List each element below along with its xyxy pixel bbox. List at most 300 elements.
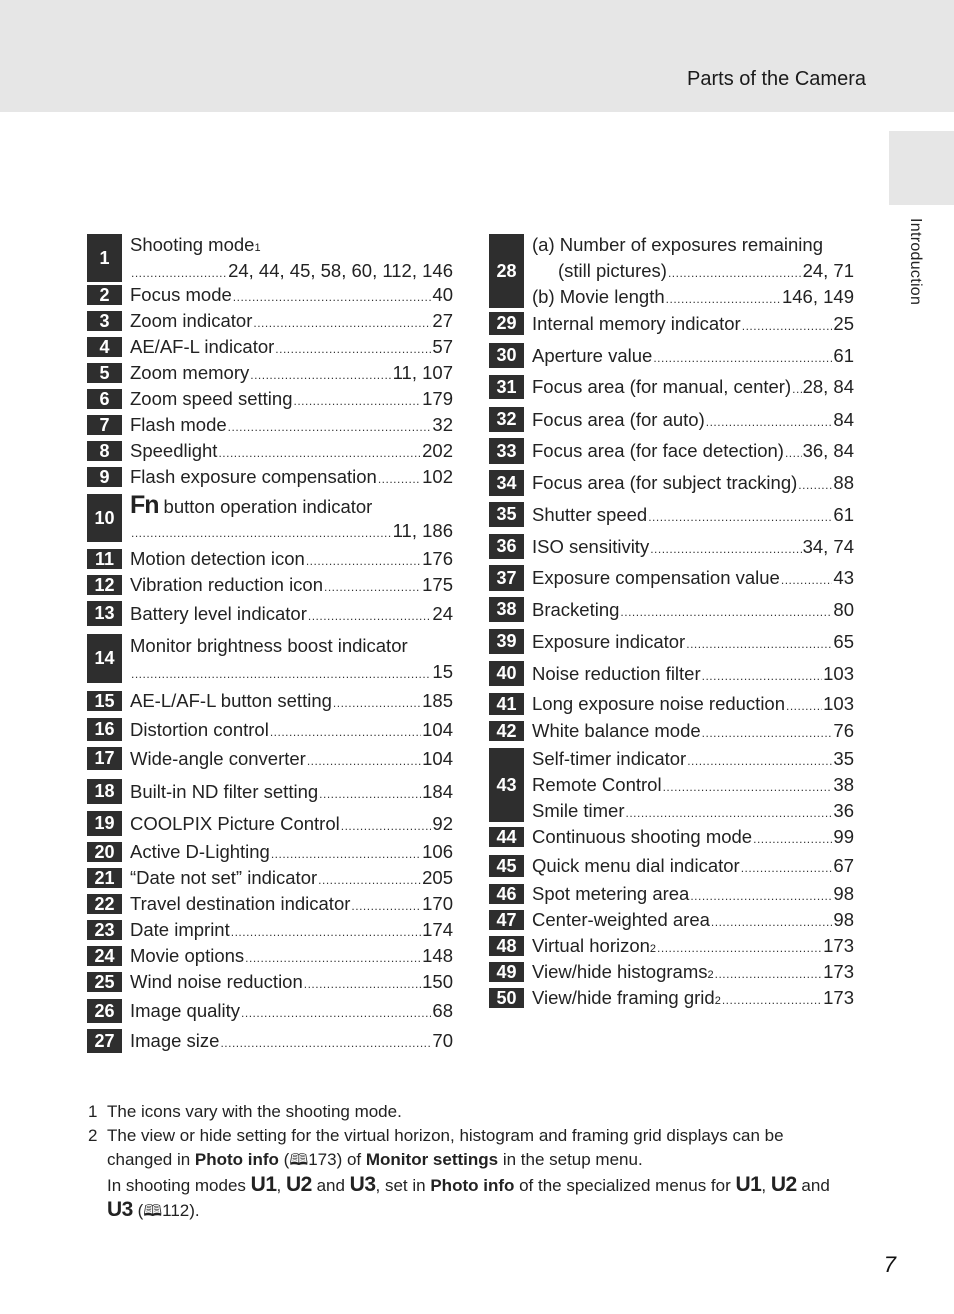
list-item <box>87 464 453 490</box>
item-body <box>130 1026 453 1056</box>
item-body <box>532 562 854 594</box>
item-line <box>130 601 453 627</box>
list-item <box>87 412 453 438</box>
item-body <box>130 491 453 545</box>
page-ref: 103 <box>823 693 854 714</box>
item-label: Virtual horizon <box>532 935 650 956</box>
list-item <box>489 690 854 718</box>
list-item <box>87 491 453 545</box>
page-ref: 61 <box>833 503 854 525</box>
item-line <box>130 917 453 943</box>
item-body <box>130 308 453 334</box>
list-item <box>489 435 854 467</box>
footnotes <box>88 1100 878 1224</box>
item-line <box>532 691 854 717</box>
item-line <box>532 407 854 433</box>
item-body <box>130 598 453 629</box>
item-label: Built-in ND filter setting <box>130 780 319 802</box>
item-line <box>130 546 453 572</box>
list-item <box>87 546 453 572</box>
item-line <box>130 779 453 805</box>
item-line <box>532 343 854 369</box>
item-label: Shutter speed <box>532 503 648 525</box>
item-number: 11 <box>87 549 122 569</box>
item-number: 26 <box>87 999 122 1023</box>
item-number: 30 <box>489 343 524 368</box>
side-tab <box>889 131 954 205</box>
item-body <box>130 572 453 598</box>
item-label: Flash mode <box>130 414 227 435</box>
dot-leader <box>319 781 421 807</box>
dot-leader <box>742 313 833 339</box>
mode-u1-icon: U1 <box>250 1173 277 1196</box>
side-tab-label: Introduction <box>907 218 924 306</box>
page-ref: 76 <box>833 720 854 741</box>
dot-leader <box>220 1030 431 1056</box>
footnote-text-part: In shooting modes <box>107 1176 251 1195</box>
dot-leader <box>702 663 822 689</box>
page-ref: 36 <box>833 800 854 821</box>
dot-leader <box>620 599 832 625</box>
item-number: 33 <box>489 438 524 464</box>
item-label: Focus mode <box>130 284 232 305</box>
dot-leader <box>706 409 833 435</box>
item-body <box>130 839 453 865</box>
item-line <box>130 308 453 334</box>
footnote-1 <box>88 1100 878 1124</box>
list-item <box>87 438 453 464</box>
footnote-line: The view or hide setting for the virtual horizon, histogram and framing grid displays can be <box>107 1126 784 1145</box>
dot-leader <box>798 472 832 498</box>
dot-leader <box>270 719 421 745</box>
item-number: 46 <box>489 884 524 904</box>
item-number: 34 <box>489 470 524 496</box>
page-ref: 88 <box>833 472 854 493</box>
list-item <box>87 688 453 714</box>
list-item <box>489 531 854 562</box>
dot-leader <box>241 1000 431 1026</box>
item-line: View/hide framing grid 2 ..... 173 <box>532 985 854 1011</box>
dot-leader <box>722 987 822 1013</box>
page-ref: 150 <box>422 971 453 992</box>
page-ref: 173 <box>823 961 854 982</box>
item-label: button operation indicator <box>163 496 373 517</box>
dot-leader <box>653 345 832 371</box>
list-item <box>87 308 453 334</box>
page-ref: 27 <box>432 310 453 331</box>
dot-leader <box>131 661 431 687</box>
dot-leader <box>657 935 822 961</box>
item-line <box>532 881 854 907</box>
item-line <box>130 633 453 659</box>
menu-item-photo-info: Photo info <box>194 1150 279 1169</box>
dot-leader <box>275 336 431 362</box>
item-number: 4 <box>87 337 122 357</box>
item-label: Continuous shooting mode <box>532 826 753 847</box>
item-label: Spot metering area <box>532 883 690 904</box>
item-line <box>532 565 854 591</box>
item-line <box>130 412 453 438</box>
item-body <box>532 881 854 907</box>
list-item <box>87 598 453 629</box>
item-line <box>532 374 854 400</box>
dot-leader <box>341 813 432 839</box>
item-body <box>130 386 453 412</box>
item-line <box>532 470 854 496</box>
menu-item-photo-info: Photo info <box>430 1176 515 1195</box>
dot-leader <box>650 536 801 562</box>
item-body <box>532 718 854 744</box>
item-body <box>130 865 453 891</box>
item-label: AE/AF-L indicator <box>130 336 275 357</box>
item-label: Focus area (for manual, center) <box>532 376 792 397</box>
mode-u3-icon: U3 <box>349 1173 376 1196</box>
dot-leader <box>324 574 421 600</box>
list-item <box>489 562 854 594</box>
item-number: 12 <box>87 575 122 595</box>
item-body <box>532 231 854 311</box>
item-label: Date imprint <box>130 919 230 940</box>
item-number: 1 <box>87 234 122 282</box>
list-item <box>87 996 453 1026</box>
item-number: 27 <box>87 1029 122 1053</box>
item-line <box>130 1028 453 1054</box>
item-body <box>130 688 453 714</box>
footnote-2 <box>88 1124 878 1224</box>
list-item <box>87 776 453 807</box>
page-ref: 173 <box>823 987 854 1008</box>
item-number: 10 <box>87 494 122 542</box>
page-ref: 24, 44, 45, 58, 60, 112, 146 <box>228 260 453 281</box>
item-body <box>130 231 453 285</box>
item-line <box>532 824 854 850</box>
dot-leader <box>753 826 832 852</box>
page-ref: 98 <box>833 883 854 904</box>
page-ref: 202 <box>422 440 453 461</box>
footnote-text-part: , set in <box>375 1176 431 1195</box>
section-title: Parts of the Camera <box>687 68 866 90</box>
item-body <box>130 917 453 943</box>
item-body <box>130 744 453 773</box>
page-ref: 70 <box>432 1030 453 1051</box>
item-body <box>130 360 453 386</box>
dot-leader <box>228 414 432 440</box>
page-ref: 61 <box>833 344 854 366</box>
item-label: Exposure compensation value <box>532 567 780 588</box>
footnote-text-part: and <box>316 1176 345 1195</box>
item-number: 14 <box>87 634 122 683</box>
item-label: Smile timer <box>532 800 625 821</box>
item-label: Long exposure noise reduction <box>532 693 786 714</box>
item-body <box>130 412 453 438</box>
item-body <box>532 959 854 985</box>
item-number: 13 <box>87 601 122 626</box>
list-item <box>489 745 854 825</box>
dot-leader <box>668 260 802 286</box>
item-number: 21 <box>87 868 122 888</box>
dot-leader <box>318 867 421 893</box>
list-item <box>489 907 854 933</box>
item-label: Internal memory indicator <box>532 312 741 334</box>
page-ref: 185 <box>422 690 453 711</box>
page-ref: 98 <box>833 909 854 930</box>
item-body <box>532 372 854 402</box>
item-line <box>130 891 453 917</box>
item-number: 2 <box>87 285 122 305</box>
page-ref: 170 <box>422 893 453 914</box>
item-number: 22 <box>87 894 122 914</box>
item-label: Active D-Lighting <box>130 841 270 862</box>
item-line <box>130 717 453 743</box>
item-line <box>130 688 453 714</box>
item-line <box>532 232 854 258</box>
item-label: Wind noise reduction <box>130 971 303 992</box>
list-item <box>87 969 453 995</box>
item-number: 9 <box>87 467 122 487</box>
item-number: 3 <box>87 311 122 331</box>
dot-leader <box>702 720 833 746</box>
item-body <box>532 852 854 880</box>
item-body <box>532 499 854 530</box>
item-line <box>130 492 453 518</box>
list-item <box>489 467 854 499</box>
dot-leader <box>218 440 421 466</box>
page-ref: 176 <box>422 548 453 569</box>
item-line <box>532 258 854 284</box>
list-item <box>489 824 854 850</box>
dot-leader <box>245 945 421 971</box>
item-body <box>130 282 453 308</box>
dot-leader <box>648 504 832 530</box>
dot-leader <box>307 748 421 774</box>
page-number: 7 <box>883 1252 896 1277</box>
list-item <box>87 865 453 891</box>
dot-leader <box>792 376 801 402</box>
footnote-text: The icons vary with the shooting mode. <box>107 1102 402 1121</box>
list-item <box>87 572 453 598</box>
item-body <box>532 340 854 371</box>
page-ref: 175 <box>422 574 453 595</box>
list-item <box>489 404 854 435</box>
page-ref: 36, 84 <box>802 440 854 461</box>
dot-leader <box>741 855 833 881</box>
item-label: Quick menu dial indicator <box>532 855 740 876</box>
item-number: 23 <box>87 920 122 940</box>
page-ref: 32 <box>432 414 453 435</box>
dot-leader <box>333 690 421 716</box>
footnote-text-part: changed in <box>107 1150 195 1169</box>
fn-button-icon: Fn <box>130 491 159 519</box>
page-ref: 15 <box>432 660 453 682</box>
dot-leader <box>250 362 391 388</box>
item-number: 18 <box>87 779 122 804</box>
item-label: ISO sensitivity <box>532 535 650 557</box>
item-number: 50 <box>489 988 524 1008</box>
item-line <box>532 502 854 528</box>
item-line <box>130 839 453 865</box>
item-label: Battery level indicator <box>130 602 307 624</box>
dot-leader <box>663 774 833 800</box>
item-line <box>130 969 453 995</box>
footnote-text-part: ). <box>189 1201 200 1220</box>
page-ref: 11, 186 <box>392 520 453 541</box>
dot-leader <box>690 883 832 909</box>
footnote-text-part: in the setup menu. <box>498 1150 643 1169</box>
dot-leader <box>786 693 822 719</box>
footnote-text: The view or hide setting for the virtual horizon, histogram and framing grid displays can be changed in Photo info (🕮173) of Monitor settings in the setup menu. In shooting modes U1, U2 and U3, set in Photo info of the specialized menus for U1, U2 and U3 (🕮112). <box>107 1124 878 1224</box>
item-line <box>130 360 453 386</box>
item-label: Zoom speed setting <box>130 388 293 409</box>
item-label: (b) Movie length <box>532 286 665 307</box>
item-label: Bracketing <box>532 598 620 620</box>
list-item <box>489 231 854 311</box>
item-body <box>130 438 453 464</box>
item-line <box>532 853 854 879</box>
item-body <box>130 969 453 995</box>
item-line <box>130 438 453 464</box>
item-label: Movie options <box>130 945 245 966</box>
list-item <box>87 715 453 744</box>
item-line <box>130 518 453 544</box>
list-item <box>489 985 854 1011</box>
item-number: 44 <box>489 827 524 847</box>
list-item <box>87 360 453 386</box>
page-ref: 84 <box>833 408 854 430</box>
dot-leader <box>626 800 833 826</box>
list-item <box>489 959 854 985</box>
item-body <box>532 745 854 825</box>
list-item <box>87 631 453 686</box>
item-body <box>532 404 854 435</box>
list-item <box>489 372 854 402</box>
item-line <box>532 718 854 744</box>
page-ref: 173 <box>823 935 854 956</box>
book-icon: 🕮 <box>289 1152 309 1169</box>
item-body <box>130 546 453 572</box>
list-item <box>87 917 453 943</box>
item-label: Focus area (for subject tracking) <box>532 472 798 493</box>
page-ref: 11, 107 <box>392 362 453 383</box>
list-item <box>489 626 854 657</box>
item-body <box>532 309 854 338</box>
item-number: 41 <box>489 693 524 715</box>
page-ref: 106 <box>422 841 453 862</box>
list-item <box>489 881 854 907</box>
item-line <box>532 746 854 772</box>
item-label: Zoom memory <box>130 362 250 383</box>
item-line: Shooting mode 1 <box>130 232 453 258</box>
item-line <box>130 282 453 308</box>
item-body <box>532 824 854 850</box>
item-number: 43 <box>489 748 524 822</box>
list-item <box>87 744 453 773</box>
item-number: 7 <box>87 415 122 435</box>
dot-leader <box>231 919 421 945</box>
item-number: 47 <box>489 910 524 930</box>
item-body <box>130 464 453 490</box>
item-number: 19 <box>87 811 122 836</box>
page-ref: 146, 149 <box>781 286 854 307</box>
item-number: 6 <box>87 389 122 409</box>
item-number: 5 <box>87 363 122 383</box>
book-icon: 🕮 <box>143 1203 163 1220</box>
item-body <box>532 658 854 689</box>
list-item <box>87 231 453 285</box>
item-label: “Date not set” indicator <box>130 867 318 888</box>
list-item <box>87 1026 453 1056</box>
page-ref: 34, 74 <box>802 535 854 557</box>
item-line <box>532 597 854 623</box>
item-body <box>130 808 453 839</box>
item-label: Remote Control <box>532 774 662 795</box>
item-label: Shooting mode <box>130 234 255 255</box>
item-number: 38 <box>489 597 524 622</box>
dot-leader <box>785 440 802 466</box>
item-line <box>532 438 854 464</box>
item-label: Aperture value <box>532 344 653 366</box>
page-ref: 28, 84 <box>802 376 854 397</box>
dot-leader <box>304 971 421 997</box>
page-ref: 24, 71 <box>802 260 854 281</box>
list-item <box>489 340 854 371</box>
page-ref: 104 <box>422 747 453 769</box>
list-item <box>87 891 453 917</box>
item-line <box>532 661 854 687</box>
item-label: Noise reduction filter <box>532 662 701 684</box>
footnote-text-part: and <box>801 1176 830 1195</box>
page-ref: 43 <box>833 567 854 588</box>
item-label: View/hide framing grid <box>532 987 715 1008</box>
item-body <box>130 996 453 1026</box>
item-line <box>130 464 453 490</box>
list-item <box>489 852 854 880</box>
item-number: 35 <box>489 502 524 527</box>
item-number: 37 <box>489 565 524 591</box>
mode-u2-icon: U2 <box>770 1173 797 1196</box>
item-line <box>532 311 854 337</box>
item-number: 29 <box>489 312 524 335</box>
item-label: Image size <box>130 1030 220 1051</box>
item-line <box>130 334 453 360</box>
item-label: Distortion control <box>130 718 269 740</box>
item-line <box>130 811 453 837</box>
page-ref: 65 <box>833 630 854 652</box>
item-number: 28 <box>489 234 524 308</box>
item-body <box>130 334 453 360</box>
item-body <box>532 594 854 625</box>
item-number: 8 <box>87 441 122 461</box>
dot-leader <box>293 388 421 414</box>
item-label: Focus area (for auto) <box>532 408 705 430</box>
item-label: Focus area (for face detection) <box>532 440 784 461</box>
page-ref: 67 <box>833 855 854 876</box>
item-label: Motion detection icon <box>130 548 305 569</box>
item-line <box>532 907 854 933</box>
list-item <box>489 309 854 338</box>
page-ref: 148 <box>422 945 453 966</box>
item-label: Wide-angle converter <box>130 747 306 769</box>
item-line <box>130 572 453 598</box>
item-body <box>532 933 854 959</box>
item-body <box>532 467 854 499</box>
item-number: 42 <box>489 721 524 741</box>
item-line: View/hide histograms 2 ..... 173 <box>532 959 854 985</box>
item-body <box>130 891 453 917</box>
dot-leader <box>781 567 833 593</box>
page-ref: 173 <box>308 1150 337 1169</box>
footnote-text-part: ( <box>278 1150 290 1169</box>
list-item <box>489 658 854 689</box>
